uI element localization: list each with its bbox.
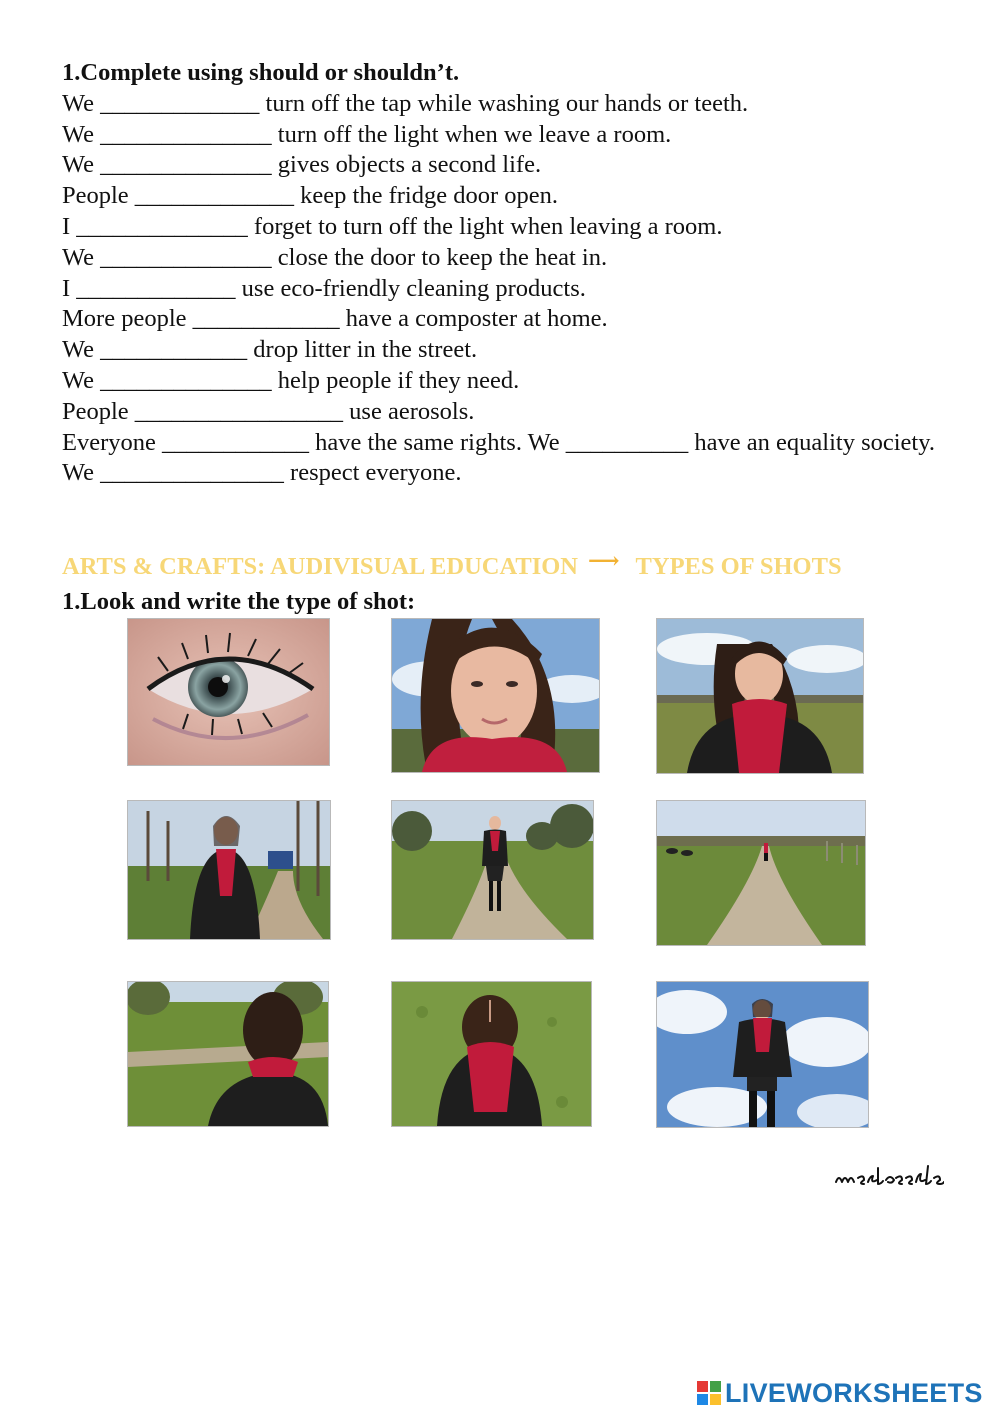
high-angle-photo — [391, 981, 592, 1127]
full-shot-photo — [391, 800, 594, 940]
liveworksheets-brand — [697, 1376, 983, 1410]
low-angle-photo — [656, 981, 869, 1128]
right-arrow-icon: ⟶ — [587, 548, 620, 573]
sentence-5: I ______________ forget to turn off the light when leaving a room. — [62, 212, 723, 240]
sentence-3: We ______________ gives objects a second life. — [62, 151, 542, 179]
sentence-10: We ______________ help people if they need. — [62, 366, 520, 394]
exercise-2-title: 1.Look and write the type of shot: — [62, 588, 416, 615]
sentence-4: People _____________ keep the fridge door open. — [62, 182, 559, 210]
sentence-7: I _____________ use eco-friendly cleaning products. — [62, 274, 586, 302]
medium-shot-photo — [127, 800, 331, 940]
sentence-1: We _____________ turn off the tap while washing our hands or teeth. — [62, 89, 749, 117]
close-up-face-photo — [391, 618, 600, 773]
sentence-13: We _______________ respect everyone. — [62, 459, 462, 487]
sentence-6: We ______________ close the door to keep the heat in. — [62, 243, 608, 271]
sentence-11: People _________________ use aerosols. — [62, 397, 475, 425]
sentence-8: More people ____________ have a composter at home. — [62, 305, 608, 333]
section-title-left: ARTS & CRAFTS: AUDIVISUAL EDUCATION — [62, 553, 578, 580]
medium-close-up-photo — [656, 618, 864, 774]
liveworksheets-logo-icon — [697, 1381, 721, 1405]
exercise-1 — [62, 58, 942, 489]
section-title-right: TYPES OF SHOTS — [635, 553, 842, 580]
mestraestela-signature — [834, 1160, 944, 1196]
over-the-shoulder-photo — [127, 981, 329, 1127]
extreme-close-up-eye-photo — [127, 618, 330, 766]
sentence-2: We ______________ turn off the light when we leave a room. — [62, 120, 672, 148]
section-title — [62, 548, 942, 581]
exercise-1-title: 1.Complete using should or shouldn’t. — [62, 59, 460, 86]
sentence-9: We ____________ drop litter in the street. — [62, 336, 478, 364]
liveworksheets-brand-text: LIVEWORKSHEETS — [725, 1377, 983, 1408]
long-shot-photo — [656, 800, 866, 946]
sentence-12: Everyone ____________ have the same rights. We __________ have an equality society. — [62, 428, 936, 456]
